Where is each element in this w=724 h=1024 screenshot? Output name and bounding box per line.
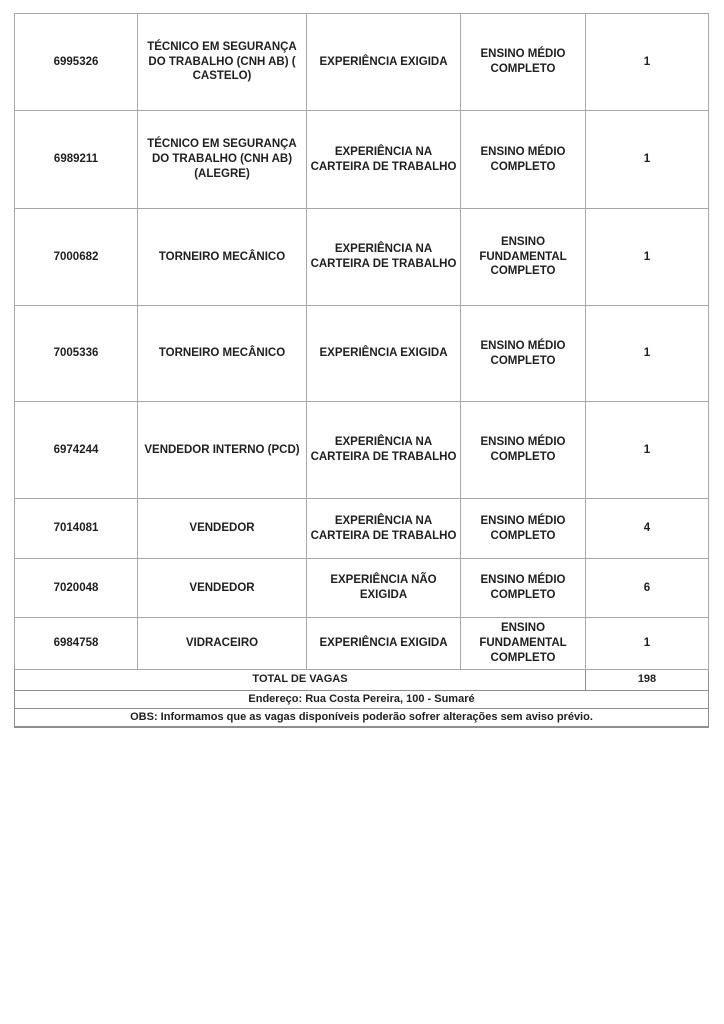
- openings-cell: 1: [586, 402, 709, 499]
- vacancy-code-cell: 7014081: [15, 499, 138, 559]
- document-sheet: [14, 13, 709, 728]
- education-cell: ENSINO FUNDAMENTAL COMPLETO: [461, 618, 586, 670]
- openings-cell: 1: [586, 618, 709, 670]
- table-row: [15, 14, 709, 111]
- education-cell: ENSINO MÉDIO COMPLETO: [461, 402, 586, 499]
- vacancy-code-cell: 7020048: [15, 559, 138, 618]
- table-row: [15, 499, 709, 559]
- openings-cell: 1: [586, 306, 709, 402]
- address-row: [15, 691, 709, 709]
- table-row: [15, 209, 709, 306]
- experience-cell: EXPERIÊNCIA EXIGIDA: [307, 618, 461, 670]
- experience-cell: EXPERIÊNCIA NA CARTEIRA DE TRABALHO: [307, 209, 461, 306]
- address-cell: Endereço: Rua Costa Pereira, 100 - Sumaré: [15, 691, 709, 709]
- education-cell: ENSINO MÉDIO COMPLETO: [461, 559, 586, 618]
- job-title-cell: VIDRACEIRO: [138, 618, 307, 670]
- education-cell: ENSINO MÉDIO COMPLETO: [461, 306, 586, 402]
- total-label-cell: TOTAL DE VAGAS: [15, 670, 586, 691]
- vacancy-code-cell: 7000682: [15, 209, 138, 306]
- openings-cell: 1: [586, 14, 709, 111]
- obs-row: [15, 709, 709, 728]
- table-row: [15, 618, 709, 670]
- openings-cell: 1: [586, 111, 709, 209]
- vacancy-code-cell: 6974244: [15, 402, 138, 499]
- experience-cell: EXPERIÊNCIA NA CARTEIRA DE TRABALHO: [307, 402, 461, 499]
- openings-cell: 1: [586, 209, 709, 306]
- experience-cell: EXPERIÊNCIA EXIGIDA: [307, 14, 461, 111]
- education-cell: ENSINO MÉDIO COMPLETO: [461, 111, 586, 209]
- education-cell: ENSINO MÉDIO COMPLETO: [461, 14, 586, 111]
- education-cell: ENSINO FUNDAMENTAL COMPLETO: [461, 209, 586, 306]
- openings-cell: 4: [586, 499, 709, 559]
- openings-cell: 6: [586, 559, 709, 618]
- obs-cell: OBS: Informamos que as vagas disponíveis poderão sofrer alterações sem aviso prévio.: [15, 709, 709, 728]
- vacancy-code-cell: 6995326: [15, 14, 138, 111]
- job-title-cell: TORNEIRO MECÂNICO: [138, 306, 307, 402]
- education-cell: ENSINO MÉDIO COMPLETO: [461, 499, 586, 559]
- experience-cell: EXPERIÊNCIA NA CARTEIRA DE TRABALHO: [307, 111, 461, 209]
- experience-cell: EXPERIÊNCIA EXIGIDA: [307, 306, 461, 402]
- table-row: [15, 402, 709, 499]
- job-title-cell: VENDEDOR: [138, 499, 307, 559]
- vacancy-code-cell: 6984758: [15, 618, 138, 670]
- total-row: [15, 670, 709, 691]
- total-value-cell: 198: [586, 670, 709, 691]
- table-row: [15, 559, 709, 618]
- job-title-cell: VENDEDOR: [138, 559, 307, 618]
- job-title-cell: TÉCNICO EM SEGURANÇA DO TRABALHO (CNH AB) ( CASTELO): [138, 14, 307, 111]
- experience-cell: EXPERIÊNCIA NA CARTEIRA DE TRABALHO: [307, 499, 461, 559]
- vacancy-code-cell: 7005336: [15, 306, 138, 402]
- experience-cell: EXPERIÊNCIA NÃO EXIGIDA: [307, 559, 461, 618]
- vacancy-code-cell: 6989211: [15, 111, 138, 209]
- vacancy-table: [14, 13, 709, 728]
- table-row: [15, 111, 709, 209]
- job-title-cell: TÉCNICO EM SEGURANÇA DO TRABALHO (CNH AB) (ALEGRE): [138, 111, 307, 209]
- job-title-cell: VENDEDOR INTERNO (PCD): [138, 402, 307, 499]
- table-row: [15, 306, 709, 402]
- job-title-cell: TORNEIRO MECÂNICO: [138, 209, 307, 306]
